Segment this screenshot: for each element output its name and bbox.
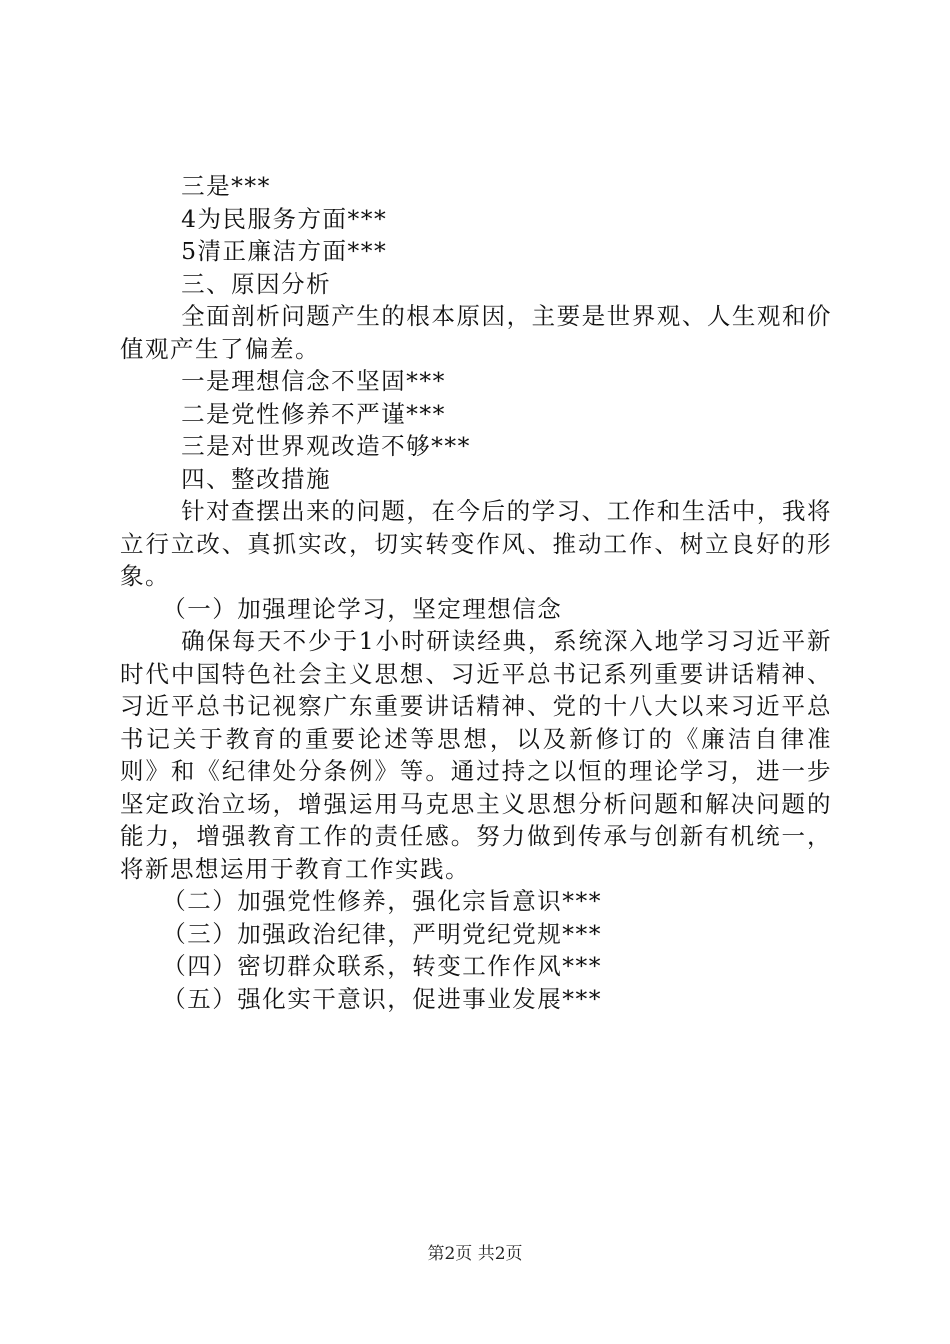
- paragraph-service-people: 4为民服务方面***: [181, 204, 388, 233]
- subheading-party-spirit: （二）加强党性修养，强化宗旨意识***: [162, 887, 603, 915]
- subheading-mass-connection: （四）密切群众联系，转变工作作风***: [162, 952, 603, 980]
- paragraph-theory-study: 确保每天不少于1小时研读经典，系统深入地学习习近平新时代中国特色社会主义思想、习近平总书记系列重要讲话精神、习近平总书记视察广东重要讲话精神、党的十八大以来习近平总书记关于教育的重要论述等思想，以及新修订的《廉洁自律准则》和《纪律处分条例》等。通过持之以恒的理论学习，进一步坚定政治立场，增强运用马克思主义思想分析问题和解决问题的能力，增强教育工作的责任感。努力做到传承与创新有机统一，将新思想运用于教育工作实践。: [120, 627, 832, 883]
- subheading-theory-study: （一）加强理论学习，坚定理想信念: [162, 594, 563, 623]
- paragraph-cause-3: 三是对世界观改造不够***: [181, 432, 471, 460]
- paragraph-item-3: 三是***: [181, 172, 271, 200]
- paragraph-rectification-intro: 针对查摆出来的问题，在今后的学习、工作和生活中，我将立行立改、真抓实改，切实转变作风、推动工作、树立良好的形象。: [120, 497, 832, 590]
- paragraph-cause-1: 一是理想信念不坚固***: [181, 367, 446, 395]
- section-heading-cause-analysis: 三、原因分析: [181, 269, 332, 298]
- paragraph-cause-2: 二是党性修养不严谨***: [181, 399, 446, 428]
- subheading-political-discipline: （三）加强政治纪律，严明党纪党规***: [162, 919, 603, 948]
- subheading-practical-work: （五）强化实干意识，促进事业发展***: [162, 984, 603, 1013]
- paragraph-integrity: 5清正廉洁方面***: [181, 237, 388, 265]
- section-heading-rectification: 四、整改措施: [181, 464, 332, 493]
- paragraph-root-cause: 全面剖析问题产生的根本原因，主要是世界观、人生观和价值观产生了偏差。: [120, 302, 832, 363]
- document-body: [120, 170, 832, 1015]
- page-footer: 第2页 共2页: [427, 1244, 523, 1264]
